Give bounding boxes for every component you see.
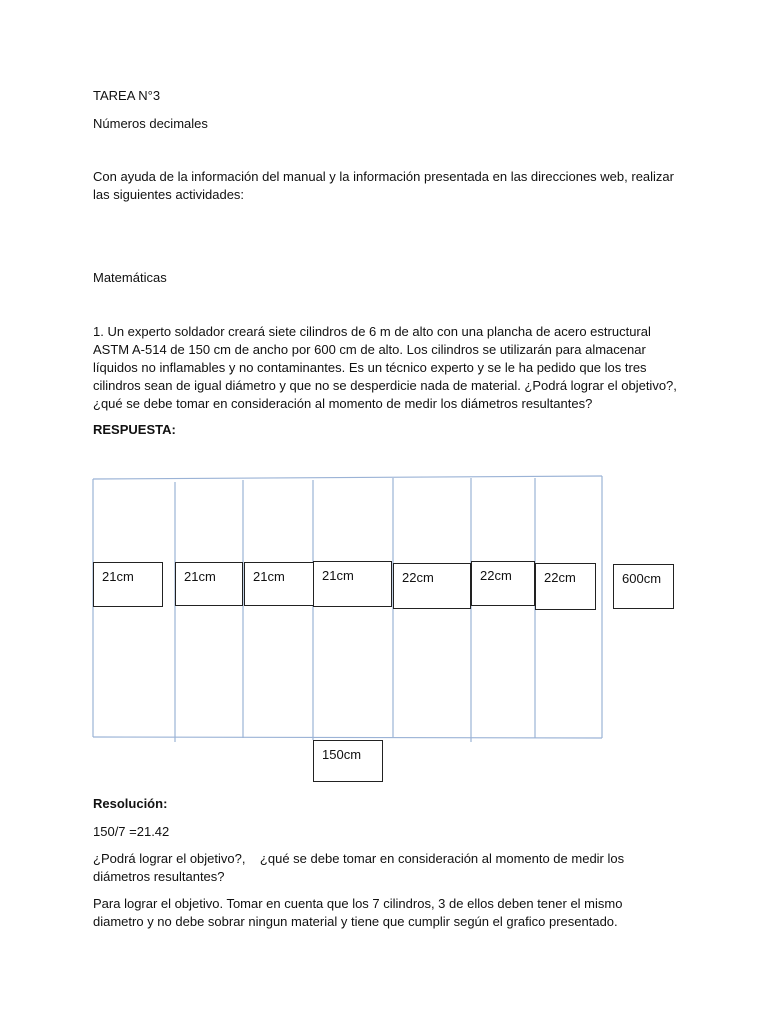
subject-title: Números decimales <box>93 116 208 131</box>
intro-line: Con ayuda de la información del manual y la información presentada en las direcciones web, realizar <box>93 169 674 184</box>
segment-box: 21cm <box>244 562 314 606</box>
question-line: diámetros resultantes? <box>93 869 225 884</box>
conclusion-line: diametro y no debe sobrar ningun material y tiene que cumplir según el grafico presentado. <box>93 914 618 929</box>
problem-line: 1. Un experto soldador creará siete cilindros de 6 m de alto con una plancha de acero estructural <box>93 324 651 339</box>
problem-line: líquidos no inflamables y no contaminantes. Es un técnico experto y se le ha pedido que los tres <box>93 360 647 375</box>
problem-line: cilindros sean de igual diámetro y que no se desperdicie nada de material. ¿Podrá lograr el objetivo?, <box>93 378 677 393</box>
problem-paragraph <box>93 323 693 413</box>
segment-box: 22cm <box>471 561 535 606</box>
problem-line: ASTM A-514 de 150 cm de ancho por 600 cm de alto. Los cilindros se utilizarán para almacenar <box>93 342 646 357</box>
conclusion-line: Para lograr el objetivo. Tomar en cuenta que los 7 cilindros, 3 de ellos deben tener el mismo <box>93 896 623 911</box>
sheet-top-edge <box>93 476 602 479</box>
problem-line: ¿qué se debe tomar en consideración al momento de medir los diámetros resultantes? <box>93 396 593 411</box>
segment-box: 22cm <box>393 563 471 609</box>
height-label-box: 600cm <box>613 564 674 609</box>
intro-line: las siguientes actividades: <box>93 187 245 202</box>
segment-box: 21cm <box>175 562 243 606</box>
width-label-box: 150cm <box>313 740 383 782</box>
segment-box: 21cm <box>93 562 163 607</box>
section-heading: Matemáticas <box>93 270 167 285</box>
sheet-bottom-edge <box>93 737 602 738</box>
conclusion-paragraph <box>93 895 693 931</box>
question-line: ¿Podrá lograr el objetivo?, ¿qué se debe tomar en consideración al momento de medir los <box>93 851 625 866</box>
resolution-label: Resolución: <box>93 796 168 811</box>
answer-label: RESPUESTA: <box>93 422 176 437</box>
segment-box: 22cm <box>535 563 596 610</box>
intro-paragraph <box>93 168 693 204</box>
task-title: TAREA N°3 <box>93 88 161 103</box>
segment-box: 21cm <box>313 561 392 607</box>
calculation: 150/7 =21.42 <box>93 824 170 839</box>
question-paragraph <box>93 850 693 886</box>
